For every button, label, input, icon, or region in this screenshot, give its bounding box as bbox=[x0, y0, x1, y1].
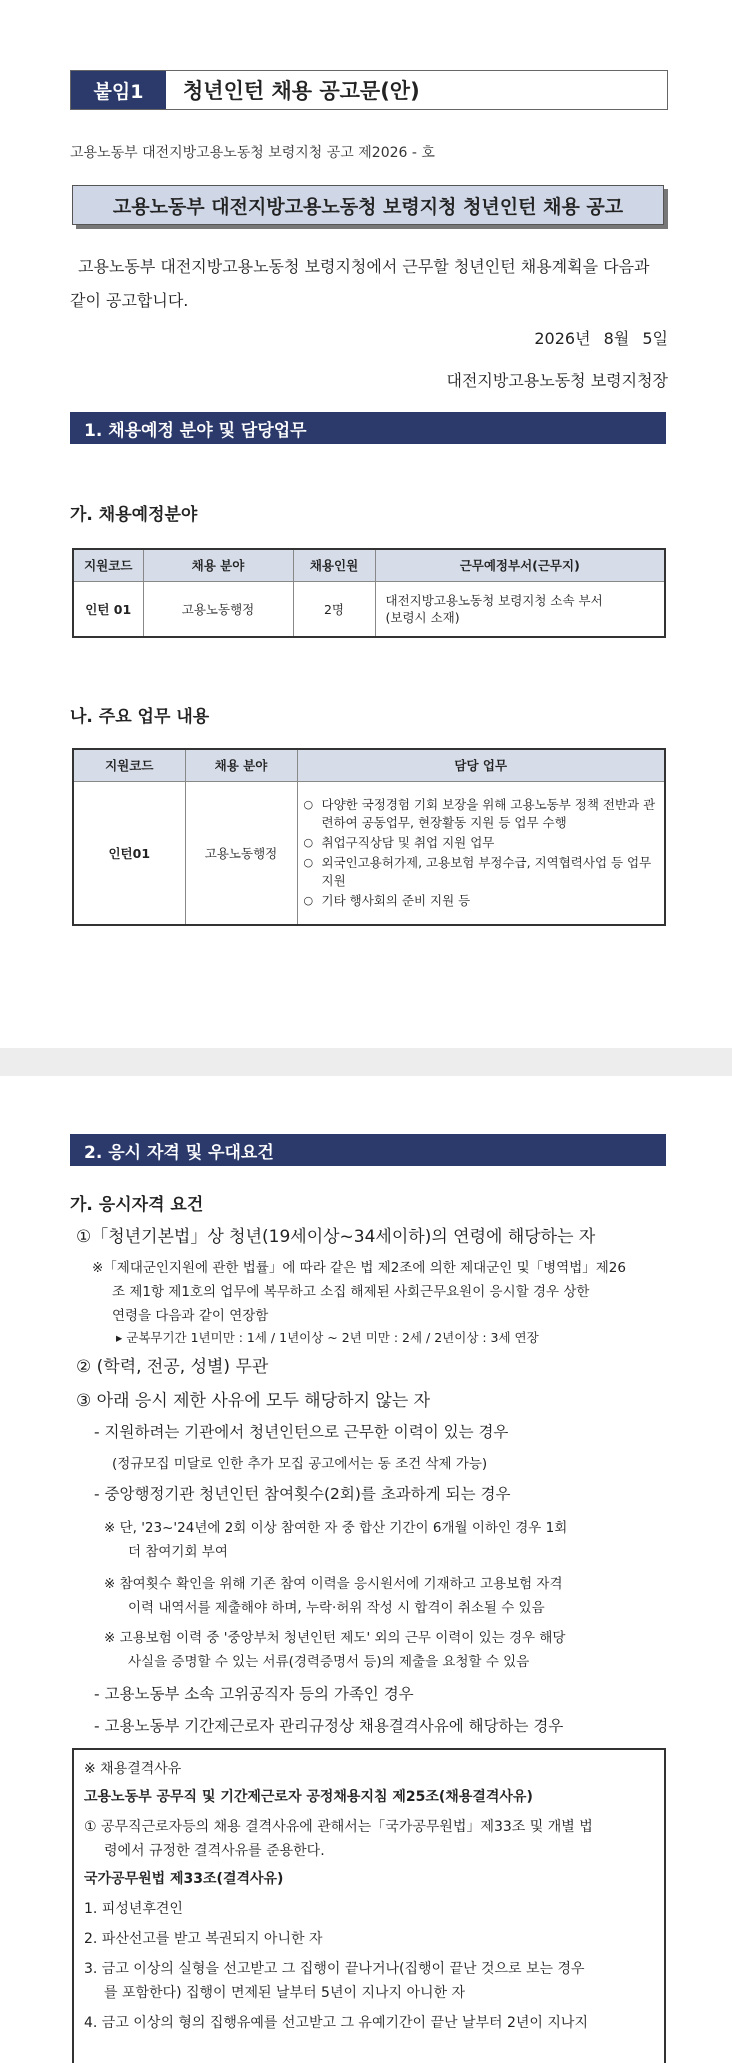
list-item: ○ 기타 행사회의 준비 지원 등 bbox=[304, 892, 659, 910]
table-header: 채용 분야 bbox=[143, 549, 293, 581]
restriction-4: - 고용노동부 기간제근로자 관리규정상 채용결격사유에 해당하는 경우 bbox=[94, 1717, 564, 1735]
note-line: 사실을 증명할 수 있는 서류(경력증명서 등)의 제출을 요청할 수 있음 bbox=[128, 1654, 530, 1670]
recruitment-table bbox=[72, 548, 666, 638]
note-line: ※ 단, '23~'24년에 2회 이상 참여한 자 중 합산 기간이 6개월 이하인 경우 1회 bbox=[104, 1520, 568, 1536]
notice-date: 2026년 8월 5일 bbox=[534, 329, 668, 348]
notice-number: 고용노동부 대전지방고용노동청 보령지청 공고 제2026 - 호 bbox=[70, 145, 435, 161]
note-line: 이력 내역서를 제출해야 하며, 누락·허위 작성 시 합격이 취소될 수 있음 bbox=[128, 1600, 545, 1616]
cell-code: 인턴01 bbox=[73, 781, 185, 925]
attachment-header bbox=[70, 70, 668, 110]
cell-dept bbox=[375, 581, 665, 637]
page-gap bbox=[0, 1048, 732, 1076]
section1-title: 1. 채용예정 분야 및 담당업무 bbox=[70, 412, 666, 444]
note-line: ▸ 군복무기간 1년미만 : 1세 / 1년이상 ~ 2년 미만 : 2세 / 2년이상 : 3세 연장 bbox=[116, 1330, 539, 1345]
box-line: 1. 피성년후견인 bbox=[84, 1901, 183, 1917]
table-header: 담당 업무 bbox=[297, 749, 665, 781]
list-item: ○ 다양한 국정경험 기회 보장을 위해 고용노동부 정책 전반과 관련하여 공동업무, 현장활동 지원 등 업무 수행 bbox=[304, 796, 659, 832]
note-line: ※ 참여횟수 확인을 위해 기존 참여 이력을 응시원서에 기재하고 고용보험 자격 bbox=[104, 1576, 563, 1592]
box-line: 국가공무원법 제33조(결격사유) bbox=[84, 1871, 284, 1887]
note-line: (정규모집 미달로 인한 추가 모집 공고에서는 동 조건 삭제 가능) bbox=[112, 1456, 488, 1472]
restriction-1: - 지원하려는 기관에서 청년인턴으로 근무한 이력이 있는 경우 bbox=[94, 1423, 509, 1441]
dept-line: (보령시 소재) bbox=[385, 609, 460, 625]
box-line: 령에서 규정한 결격사유를 준용한다. bbox=[104, 1843, 325, 1859]
duties-list bbox=[298, 790, 665, 916]
box-line: 2. 파산선고를 받고 복권되지 아니한 자 bbox=[84, 1931, 323, 1947]
attachment-tag: 붙임1 bbox=[71, 71, 166, 109]
table-header-row bbox=[73, 549, 665, 581]
note-line: 조 제1항 제1호의 업무에 복무하고 소집 해제된 사회근무요원이 응시할 경우 상한 bbox=[112, 1284, 590, 1300]
eligibility-item-3: ③ 아래 응시 제한 사유에 모두 해당하지 않는 자 bbox=[76, 1391, 431, 1411]
section1-sub-a: 가. 채용예정분야 bbox=[70, 505, 198, 525]
table-header: 채용 분야 bbox=[185, 749, 297, 781]
restriction-2: - 중앙행정기관 청년인턴 참여횟수(2회)를 초과하게 되는 경우 bbox=[94, 1485, 511, 1503]
list-item: ○ 외국인고용허가제, 고용보험 부정수급, 지역협력사업 등 업무 지원 bbox=[304, 854, 659, 890]
cell-count: 2명 bbox=[293, 581, 375, 637]
duties-table bbox=[72, 748, 666, 926]
cell-field: 고용노동행정 bbox=[185, 781, 297, 925]
intro-text: 고용노동부 대전지방고용노동청 보령지청에서 근무할 청년인턴 채용계획을 다음과 같이 공고합니다. bbox=[70, 257, 650, 310]
disqualification-box bbox=[72, 1748, 666, 2063]
table-header: 근무예정부서(근무지) bbox=[375, 549, 665, 581]
dept-line: 대전지방고용노동청 보령지청 소속 부서 bbox=[385, 592, 603, 608]
box-line: 를 포함한다) 집행이 면제된 날부터 5년이 지나지 아니한 자 bbox=[104, 1985, 466, 2001]
box-line: 고용노동부 공무직 및 기간제근로자 공정채용지침 제25조(채용결격사유) bbox=[84, 1789, 533, 1805]
table-row bbox=[73, 781, 665, 925]
table-header: 지원코드 bbox=[73, 549, 143, 581]
eligibility-item-1: ①「청년기본법」상 청년(19세이상~34세이하)의 연령에 해당하는 자 bbox=[76, 1227, 596, 1247]
cell-code: 인턴 01 bbox=[73, 581, 143, 637]
note-line: 연령을 다음과 같이 연장함 bbox=[112, 1308, 269, 1324]
table-row bbox=[73, 581, 665, 637]
restriction-3: - 고용노동부 소속 고위공직자 등의 가족인 경우 bbox=[94, 1685, 414, 1703]
section1-sub-b: 나. 주요 업무 내용 bbox=[70, 707, 210, 727]
box-line: ※ 채용결격사유 bbox=[84, 1761, 182, 1777]
section2-title: 2. 응시 자격 및 우대요건 bbox=[70, 1134, 666, 1166]
box-line: ① 공무직근로자등의 채용 결격사유에 관해서는「국가공무원법」제33조 및 개별 법 bbox=[84, 1819, 593, 1835]
table-header: 지원코드 bbox=[73, 749, 185, 781]
eligibility-item-2: ② (학력, 전공, 성별) 무관 bbox=[76, 1357, 269, 1377]
box-line: 3. 금고 이상의 실형을 선고받고 그 집행이 끝나거나(집행이 끝난 것으로 보는 경우 bbox=[84, 1961, 585, 1977]
note-line: ※「제대군인지원에 관한 법률」에 따라 같은 법 제2조에 의한 제대군인 및「병역법」제26 bbox=[92, 1260, 626, 1276]
cell-field: 고용노동행정 bbox=[143, 581, 293, 637]
box-line: 4. 금고 이상의 형의 집행유예를 선고받고 그 유예기간이 끝난 날부터 2년이 지나지 bbox=[84, 2015, 588, 2031]
main-title: 고용노동부 대전지방고용노동청 보령지청 청년인턴 채용 공고 bbox=[72, 185, 664, 225]
note-line: ※ 고용보험 이력 중 '중앙부처 청년인턴 제도' 외의 근무 이력이 있는 경우 해당 bbox=[104, 1630, 566, 1646]
section2-sub-a: 가. 응시자격 요건 bbox=[70, 1195, 204, 1215]
table-header-row bbox=[73, 749, 665, 781]
list-item: ○ 취업구직상담 및 취업 지원 업무 bbox=[304, 834, 659, 852]
note-line: 더 참여기회 부여 bbox=[128, 1544, 228, 1560]
table-header: 채용인원 bbox=[293, 549, 375, 581]
cell-duties bbox=[297, 781, 665, 925]
issuer: 대전지방고용노동청 보령지청장 bbox=[446, 371, 668, 390]
attachment-title: 청년인턴 채용 공고문(안) bbox=[166, 71, 667, 109]
